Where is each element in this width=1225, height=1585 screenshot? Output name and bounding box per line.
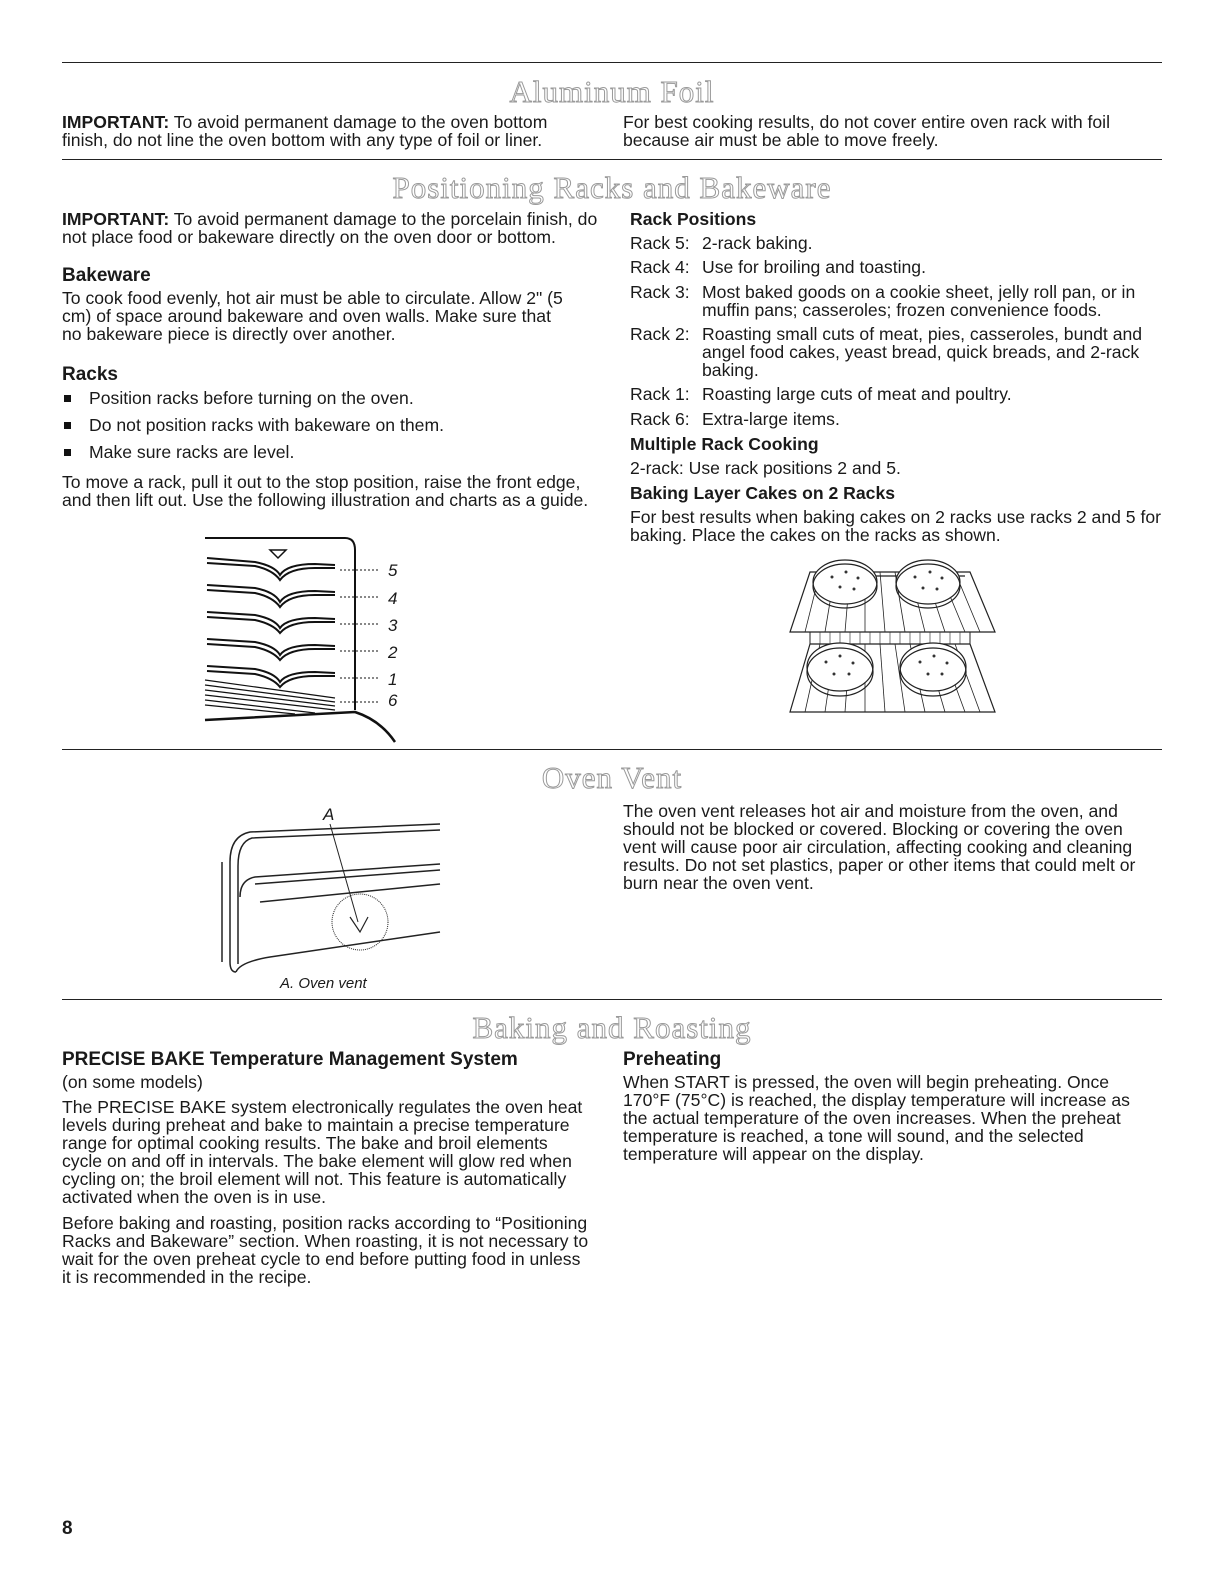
- rack-number-3: 3: [388, 616, 398, 635]
- racks-heading: Racks: [62, 364, 118, 385]
- on-some-models: (on some models): [62, 1072, 203, 1092]
- before-baking-paragraph: Before baking and roasting, position racks according to “Positioning Racks and Bakeware” section. When roasting, it is not necessary to wait for the oven preheat cycle to end before putting food in unless it is recommended in the recipe.: [62, 1213, 589, 1287]
- oven-vent-illustration: [210, 822, 450, 974]
- top-rule: [62, 62, 1162, 63]
- section-title-positioning-racks: Positioning Racks and Bakeware: [392, 170, 832, 205]
- rack-number-4: 4: [388, 589, 398, 608]
- vent-caption: A. Oven vent: [280, 975, 367, 992]
- section-title-baking-roasting: Baking and Roasting: [472, 1010, 752, 1045]
- rule-vent: [62, 749, 1162, 750]
- rack-number-6: 6: [388, 691, 398, 710]
- bullet-square-icon: [64, 395, 71, 402]
- vent-label-a: A: [323, 805, 335, 824]
- rack-number-1: 1: [388, 670, 398, 689]
- bullet-square-icon: [64, 449, 71, 456]
- move-rack-paragraph: To move a rack, pull it out to the stop position, raise the front edge, and then lift out. Use the following illustration and charts as a guide.: [62, 472, 589, 510]
- racks-important-paragraph: [62, 210, 602, 246]
- two-rack-cakes-illustration: [780, 552, 1005, 722]
- rack-position-row: Rack 2: Roasting small cuts of meat, pies, casseroles, bundt and angel food cakes, yeast bread, quick breads, and 2-rack baking.: [630, 324, 1143, 380]
- rack-position-row: Rack 6: Extra-large items.: [630, 409, 840, 429]
- preheating-paragraph: When START is pressed, the oven will begin preheating. Once 170°F (75°C) is reached, the display temperature will increase as the actual temperature of the oven increases. When the preheat temperature is reached, a tone will sound, and the selected temperature will appear on the display.: [623, 1072, 1130, 1164]
- bakeware-paragraph: To cook food evenly, hot air must be able to circulate. Allow 2" (5 cm) of space around bakeware and oven walls. Make sure that no bakeware piece is directly over another.: [62, 288, 563, 344]
- layer-cakes-text: For best results when baking cakes on 2 racks use racks 2 and 5 for baking. Place the cakes on the racks as shown.: [630, 507, 1162, 545]
- preheating-heading: Preheating: [623, 1049, 722, 1070]
- rack-lines: [207, 558, 335, 687]
- precise-bake-paragraph: The PRECISE BAKE system electronically regulates the oven heat levels during preheat and bake to maintain a precise temperature range for optimal cooking results. The bake and broil elements cycle on and off in intervals. The bake element will glow red when cycling on; the broil element will not. This feature is automatically activated when the oven is in use.: [62, 1097, 583, 1207]
- important-label: IMPORTANT:: [62, 209, 170, 229]
- rack-position-row: Rack 4: Use for broiling and toasting.: [630, 257, 926, 277]
- bakeware-heading: Bakeware: [62, 265, 151, 286]
- rack-position-row: Rack 1: Roasting large cuts of meat and poultry.: [630, 384, 1012, 404]
- foil-important-text: To avoid permanent damage to the oven bottom finish, do not line the oven bottom with any type of foil or liner.: [62, 112, 548, 150]
- rack-number-5: 5: [388, 561, 398, 580]
- rack-positions-heading: Rack Positions: [630, 209, 757, 229]
- page-number: 8: [62, 1518, 73, 1539]
- bullet-item: Position racks before turning on the oven.: [62, 389, 414, 407]
- multiple-rack-heading: Multiple Rack Cooking: [630, 434, 819, 454]
- section-title-aluminum-foil: Aluminum Foil: [509, 74, 715, 109]
- layer-cakes-heading: Baking Layer Cakes on 2 Racks: [630, 483, 896, 503]
- rule-racks: [62, 159, 1162, 160]
- bullet-item: Make sure racks are level.: [62, 443, 294, 461]
- racks-important-text: To avoid permanent damage to the porcelain finish, do not place food or bakeware directly on the oven door or bottom.: [62, 209, 598, 247]
- precise-bake-heading: PRECISE BAKE Temperature Management System: [62, 1049, 518, 1070]
- rack-position-row: Rack 3: Most baked goods on a cookie sheet, jelly roll pan, or in muffin pans; casseroles; frozen convenience foods.: [630, 282, 1136, 320]
- rack-number-2: 2: [388, 643, 398, 662]
- rack-position-row: Rack 5: 2-rack baking.: [630, 233, 813, 253]
- foil-important-paragraph: [62, 113, 582, 149]
- multiple-rack-text: 2-rack: Use rack positions 2 and 5.: [630, 458, 901, 478]
- bullet-square-icon: [64, 422, 71, 429]
- important-label: IMPORTANT:: [62, 112, 170, 132]
- foil-right-paragraph: For best cooking results, do not cover entire oven rack with foil because air must be able to move freely.: [623, 112, 1110, 150]
- vent-paragraph: The oven vent releases hot air and moisture from the oven, and should not be blocked or covered. Blocking or covering the oven vent will cause poor air circulation, affecting cooking and cleaning results. Do not set plastics, paper or other items that could melt or burn near the oven vent.: [623, 801, 1136, 893]
- rule-baking: [62, 999, 1162, 1000]
- bullet-item: Do not position racks with bakeware on them.: [62, 416, 444, 434]
- section-title-oven-vent: Oven Vent: [541, 760, 683, 795]
